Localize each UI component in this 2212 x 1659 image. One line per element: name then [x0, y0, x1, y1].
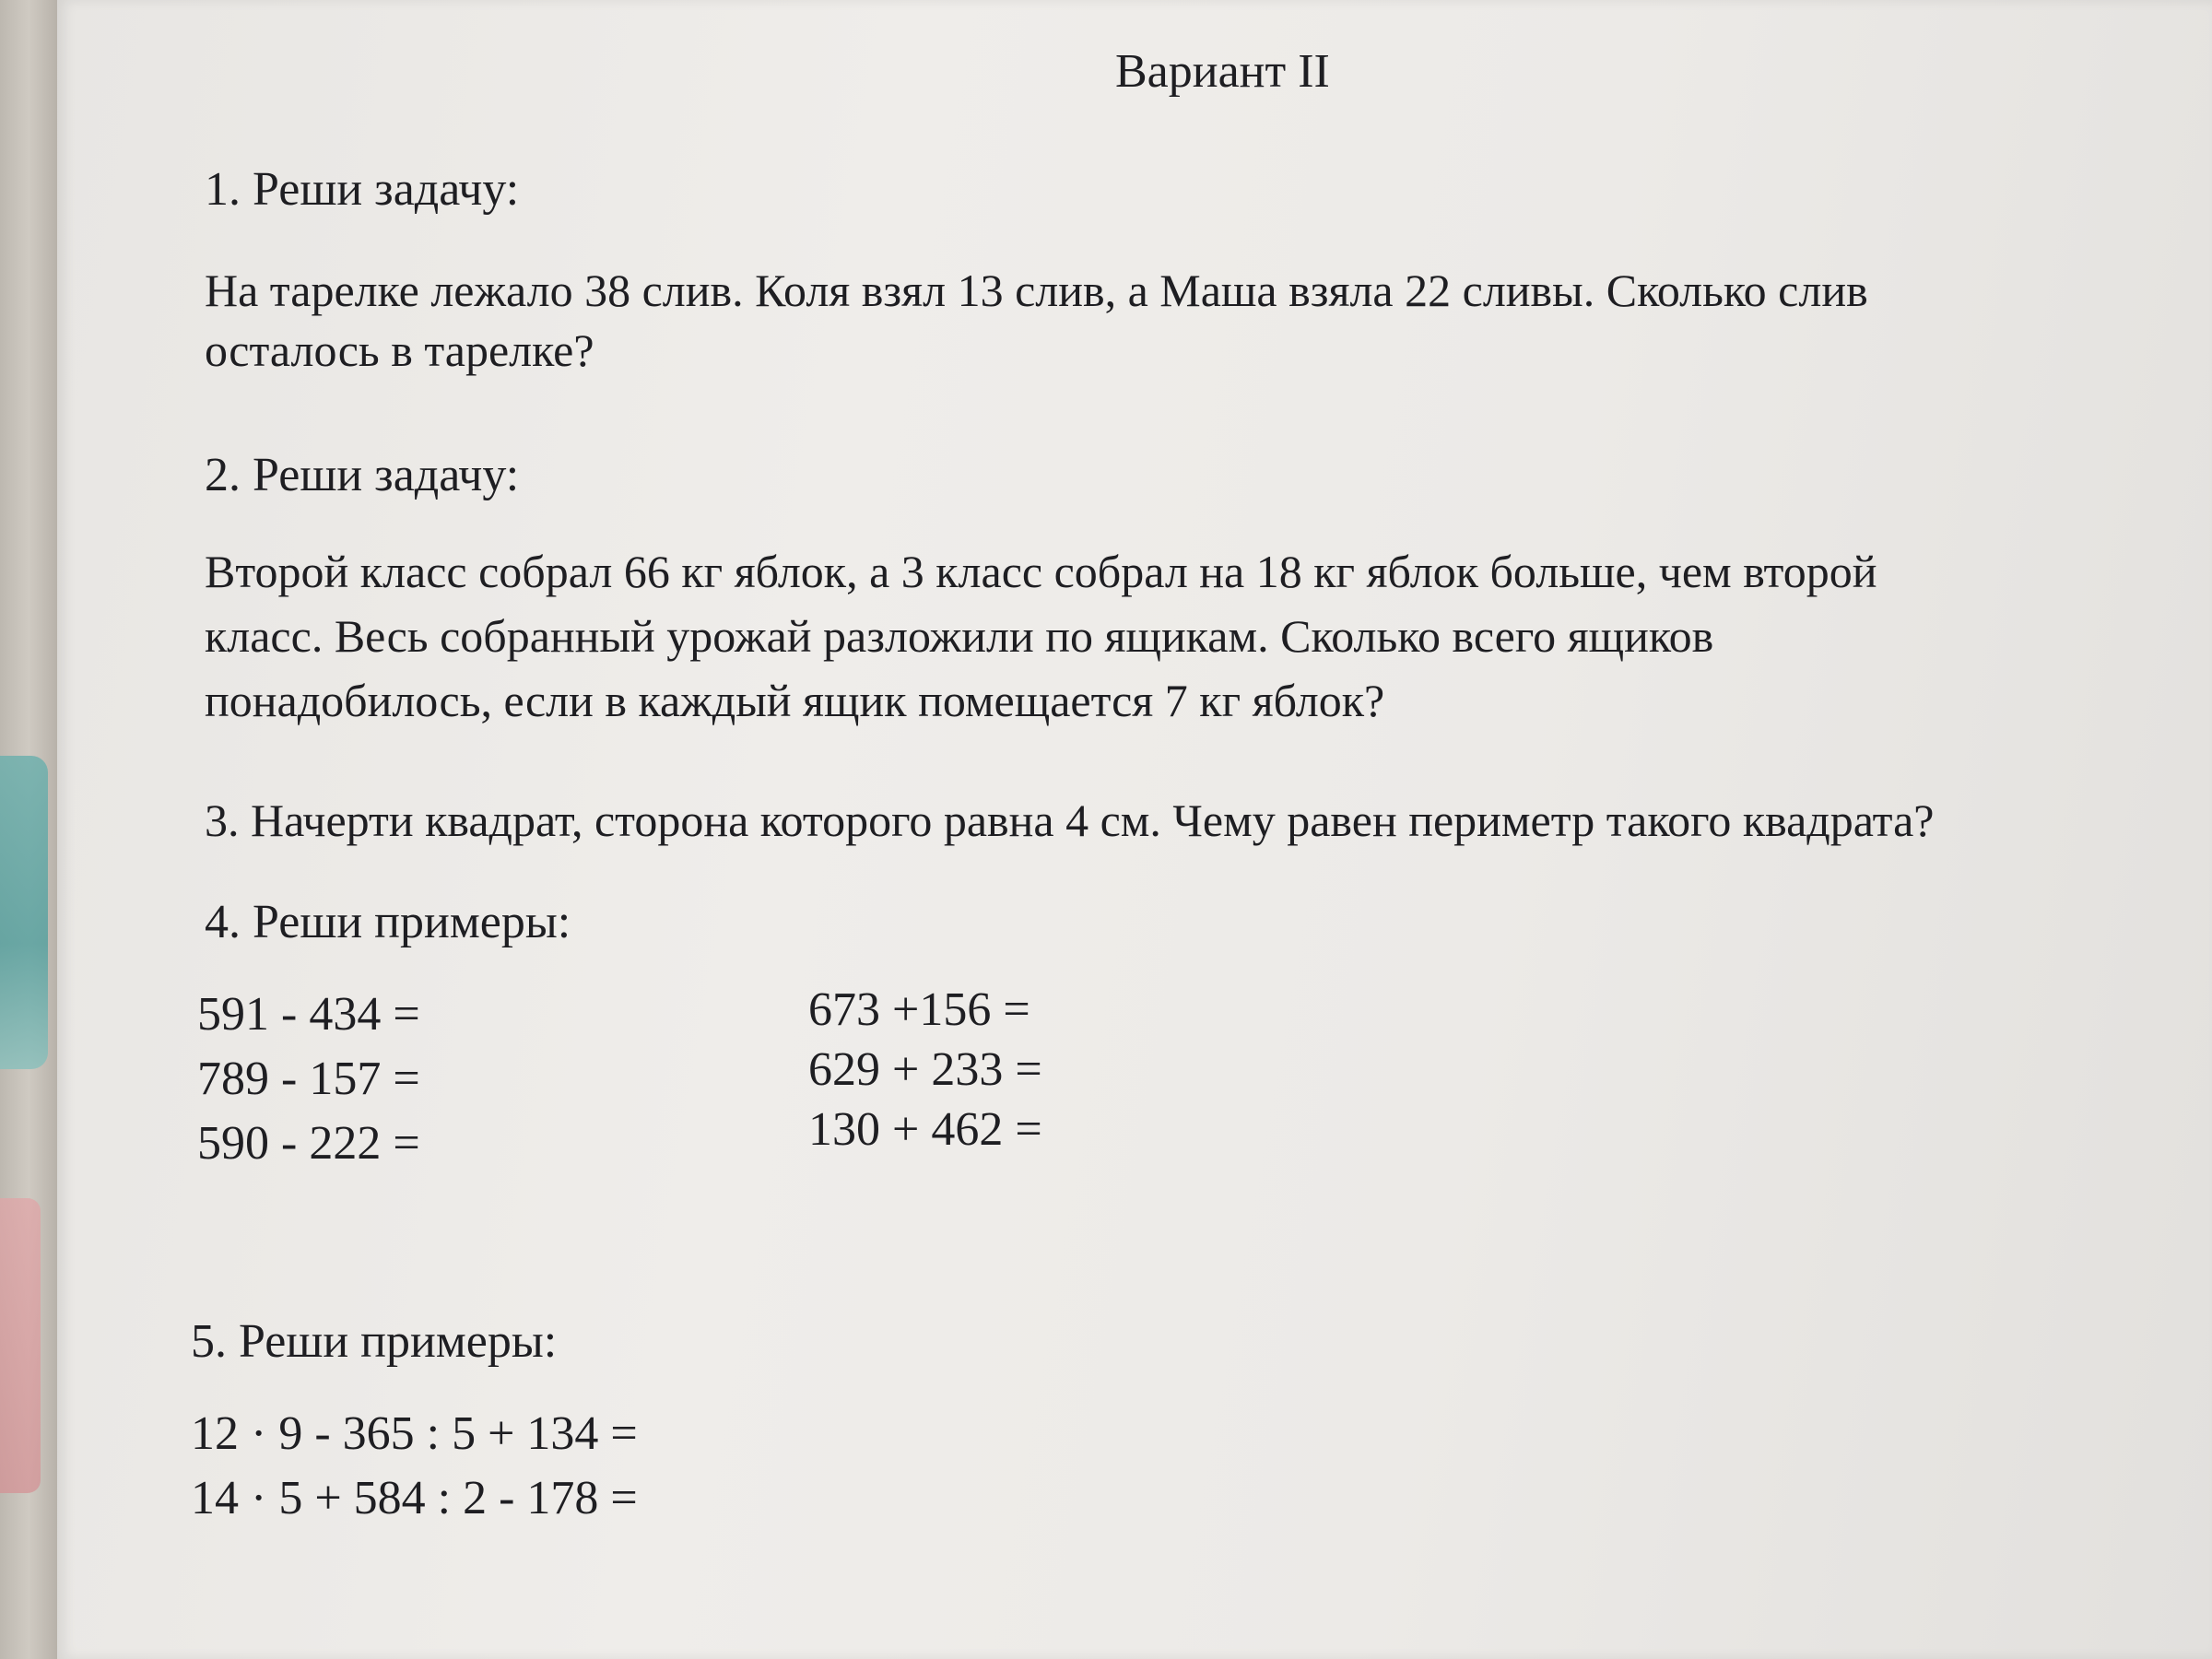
- task1-heading: 1. Реши задачу:: [205, 163, 520, 216]
- expression: 14 · 5 + 584 : 2 - 178 =: [191, 1472, 638, 1524]
- task5-heading: 5. Реши примеры:: [191, 1315, 558, 1368]
- task1-line: На тарелке лежало 38 слив. Коля взял 13 слив, а Маша взяла 22 сливы. Сколько слив: [205, 265, 1868, 316]
- example-left: 789 - 157 =: [197, 1053, 420, 1105]
- example-left: 590 - 222 =: [197, 1117, 420, 1170]
- task3-text: 3. Начерти квадрат, сторона которого равна 4 см. Чему равен периметр такого квадрата?: [205, 794, 1935, 846]
- task2-line: класс. Весь собранный урожай разложили по ящикам. Сколько всего ящиков: [205, 610, 1714, 662]
- expression: 12 · 9 - 365 : 5 + 134 =: [191, 1407, 638, 1460]
- example-right: 673 +156 =: [808, 983, 1030, 1036]
- task2-line: Второй класс собрал 66 кг яблок, а 3 класс собрал на 18 кг яблок больше, чем второй: [205, 546, 1877, 597]
- task2-heading: 2. Реши задачу:: [205, 449, 520, 501]
- task1-line: осталось в тарелке?: [205, 324, 594, 376]
- worksheet-paper: [57, 0, 2212, 1659]
- example-left: 591 - 434 =: [197, 988, 420, 1041]
- worksheet-content: [57, 0, 2212, 1659]
- task2-line: понадобилось, если в каждый ящик помещается 7 кг яблок?: [205, 675, 1385, 726]
- task4-heading: 4. Реши примеры:: [205, 896, 571, 948]
- background-edge: [0, 0, 57, 1659]
- variant-title: Вариант II: [1115, 45, 1330, 98]
- pink-object: [0, 1198, 41, 1493]
- example-right: 629 + 233 =: [808, 1043, 1042, 1096]
- example-right: 130 + 462 =: [808, 1103, 1042, 1156]
- teal-object: [0, 756, 48, 1069]
